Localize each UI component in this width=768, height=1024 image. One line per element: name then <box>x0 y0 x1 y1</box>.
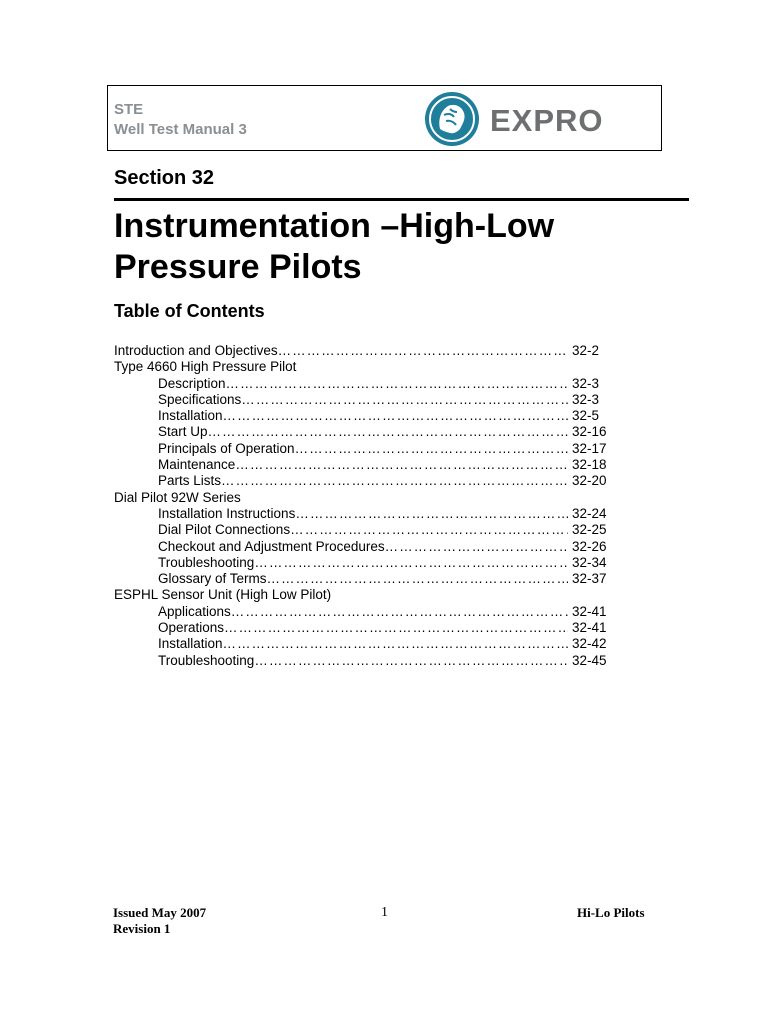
toc-leader-dots <box>208 424 568 440</box>
toc-leader-dots <box>223 636 568 652</box>
section-divider <box>114 198 689 201</box>
toc-entry-label: Type 4660 High Pressure Pilot <box>114 359 297 375</box>
toc-leader-dots <box>295 441 568 457</box>
toc-entry-label: Start Up <box>158 424 208 440</box>
footer-page-number: 1 <box>381 905 388 920</box>
toc-entry[interactable] <box>114 539 614 555</box>
toc-entry[interactable] <box>114 506 614 522</box>
toc-entry-page: 32-20 <box>572 473 607 489</box>
toc-entry-page: 32-26 <box>572 538 607 554</box>
logo-text: EXPRO <box>490 103 604 138</box>
toc-entry[interactable] <box>114 653 614 669</box>
toc-leader-dots <box>223 408 568 424</box>
section-label: Section 32 <box>114 167 215 189</box>
toc-entry[interactable] <box>114 522 614 538</box>
toc-entry[interactable] <box>114 571 614 587</box>
toc-leader-dots <box>221 473 568 489</box>
toc-entry[interactable] <box>114 392 614 408</box>
toc-entry-page: 32-25 <box>572 522 607 538</box>
toc-group-heading[interactable] <box>114 490 614 506</box>
toc-entry-page: 32-41 <box>572 620 607 636</box>
footer-issued: Issued May 2007 <box>113 905 207 920</box>
toc-entry[interactable] <box>114 343 614 359</box>
toc-entry-label: Parts Lists <box>158 473 222 489</box>
toc-entry-label: Dial Pilot Connections <box>158 522 291 538</box>
toc-leader-dots <box>278 343 568 359</box>
toc-entry[interactable] <box>114 457 614 473</box>
toc-leader-dots <box>385 539 568 555</box>
toc-heading: Table of Contents <box>114 301 265 321</box>
toc-entry[interactable] <box>114 473 614 489</box>
toc-leader-dots <box>290 522 568 538</box>
toc-entry-page: 32-34 <box>572 554 607 570</box>
toc-group-heading[interactable] <box>114 587 614 603</box>
expro-logo <box>424 91 656 147</box>
toc-entry-label: Glossary of Terms <box>158 571 267 587</box>
title-line-2: Pressure Pilots <box>114 248 362 286</box>
header-line-1: STE <box>114 101 144 118</box>
toc-entry-page: 32-17 <box>572 440 607 456</box>
toc-entry[interactable] <box>114 376 614 392</box>
toc-entry[interactable] <box>114 555 614 571</box>
toc-entry-label: Installation <box>158 408 223 424</box>
toc-entry-label: Checkout and Adjustment Procedures <box>158 538 385 554</box>
toc-entry-label: Specifications <box>158 391 242 407</box>
header-line-2: Well Test Manual 3 <box>114 121 247 138</box>
toc-entry-page: 32-41 <box>572 603 607 619</box>
toc-entry-label: Troubleshooting <box>158 554 255 570</box>
title-line-1: Instrumentation –High-Low <box>114 207 555 245</box>
toc-leader-dots <box>231 604 568 620</box>
page-title <box>114 206 674 288</box>
toc-entry-label: Troubleshooting <box>158 652 255 668</box>
toc-entry-label: Applications <box>158 603 231 619</box>
toc-leader-dots <box>267 571 568 587</box>
toc-entry[interactable] <box>114 408 614 424</box>
toc-leader-dots <box>241 392 568 408</box>
toc-entry-label: Principals of Operation <box>158 440 295 456</box>
footer-left <box>113 905 206 937</box>
toc-entry-label: Introduction and Objectives <box>114 343 278 358</box>
toc-entry-page: 32-3 <box>572 391 600 407</box>
toc-entry-page: 32-2 <box>572 343 600 358</box>
toc-leader-dots <box>235 457 568 473</box>
toc-entry-label: Dial Pilot 92W Series <box>114 489 241 505</box>
toc-entry-page: 32-37 <box>572 571 607 587</box>
toc-entry-page: 32-42 <box>572 636 607 652</box>
toc-entry-label: ESPHL Sensor Unit (High Low Pilot) <box>114 587 332 603</box>
toc-leader-dots <box>254 555 568 571</box>
toc-entry-page: 32-16 <box>572 424 607 440</box>
toc-entry-page: 32-24 <box>572 505 607 521</box>
toc-entry[interactable] <box>114 620 614 636</box>
toc-leader-dots <box>224 620 568 636</box>
toc-entry-label: Operations <box>158 620 225 636</box>
document-header <box>107 85 662 151</box>
toc-group-heading[interactable] <box>114 359 614 375</box>
toc-entry[interactable] <box>114 424 614 440</box>
toc-entry-label: Maintenance <box>158 457 236 473</box>
toc-entry-page: 32-18 <box>572 457 607 473</box>
toc-leader-dots <box>254 653 568 669</box>
footer-revision: Revision 1 <box>113 921 171 936</box>
toc-entry-page: 32-45 <box>572 652 607 668</box>
toc-entry-page: 32-3 <box>572 375 600 391</box>
header-text <box>114 100 247 140</box>
toc-entry[interactable] <box>114 604 614 620</box>
toc-entry[interactable] <box>114 441 614 457</box>
toc-entry-page: 32-5 <box>572 408 600 424</box>
toc-entry-label: Installation Instructions <box>158 505 296 521</box>
footer-doc-name: Hi-Lo Pilots <box>577 905 645 920</box>
toc-leader-dots <box>226 376 568 392</box>
toc-entry[interactable] <box>114 636 614 652</box>
toc-leader-dots <box>295 506 568 522</box>
table-of-contents <box>114 343 614 669</box>
toc-entry-label: Description <box>158 375 226 391</box>
toc-entry-label: Installation <box>158 636 223 652</box>
